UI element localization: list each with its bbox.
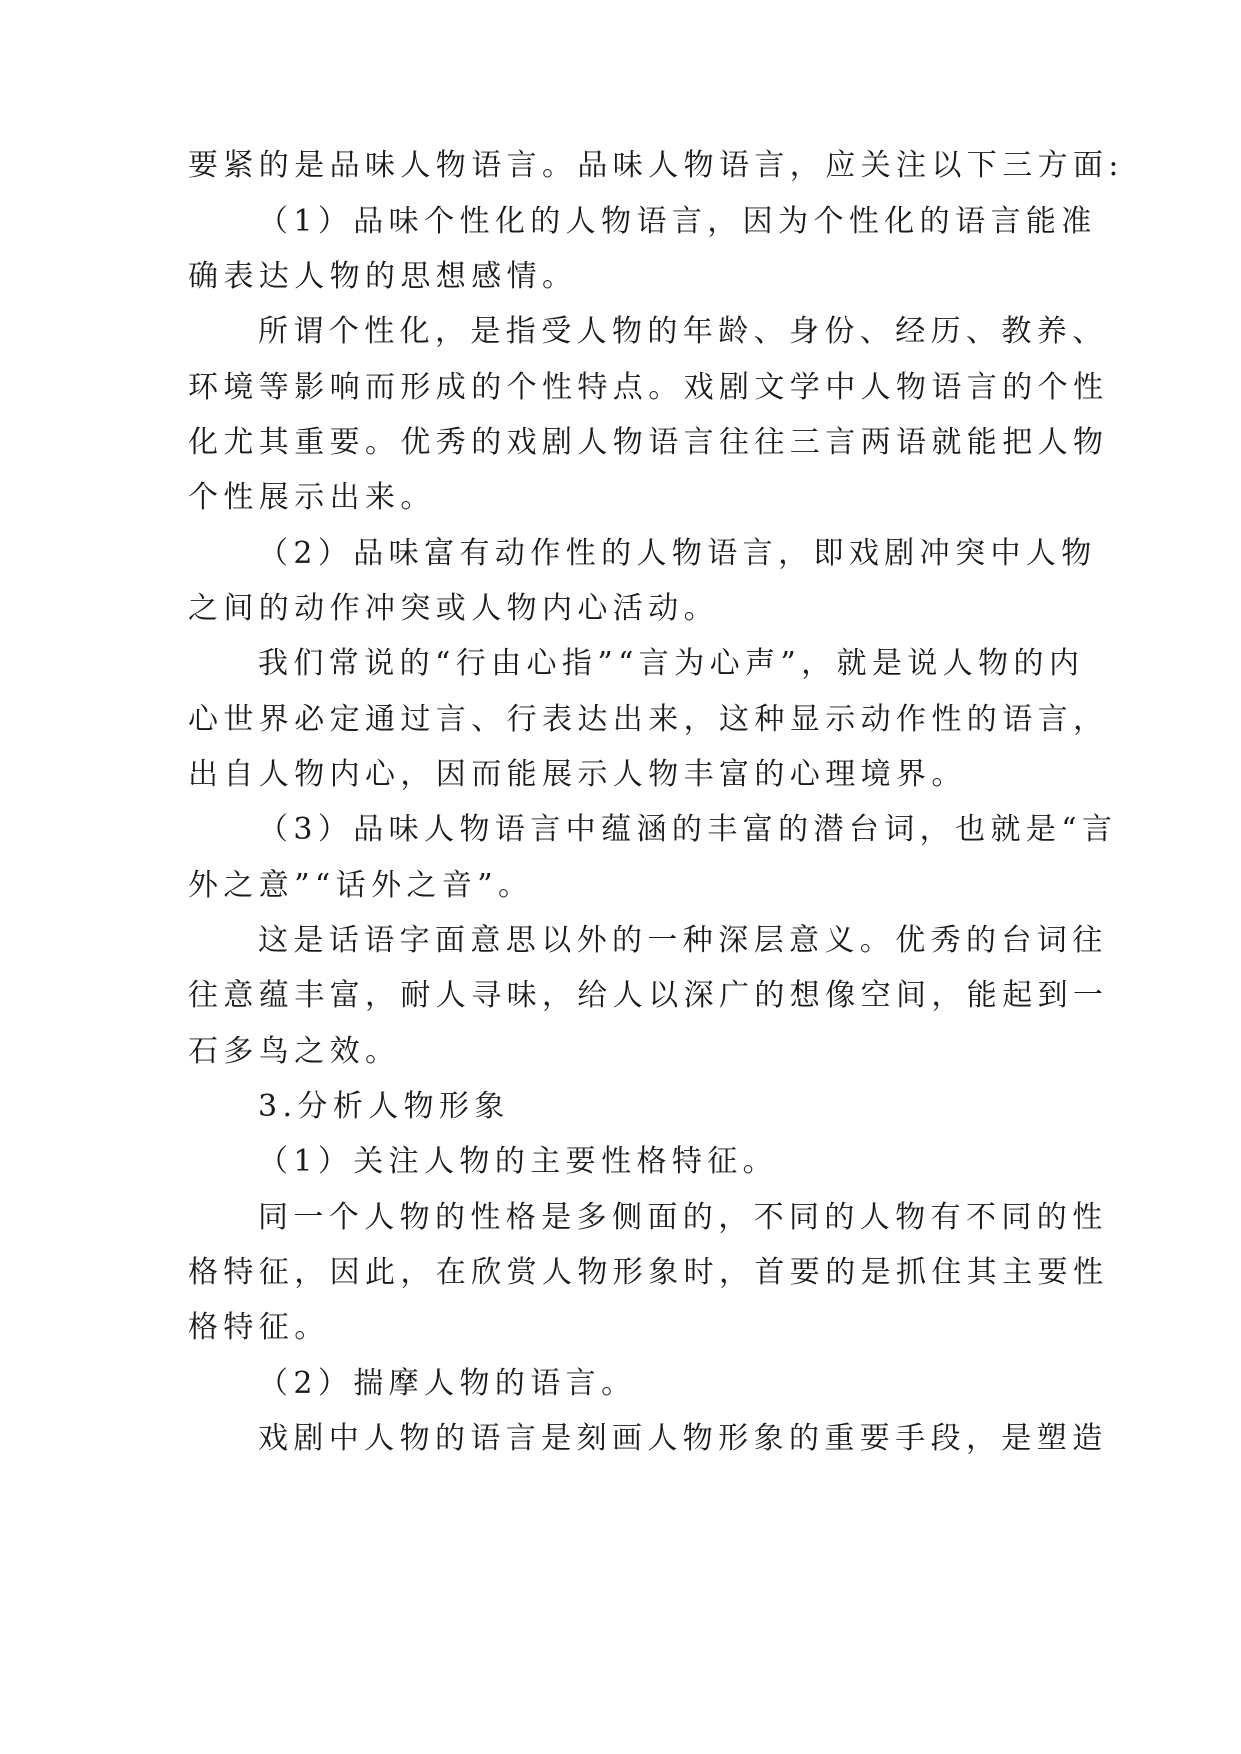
text-line: 之间的动作冲突或人物内心活动。	[188, 591, 719, 626]
text-line: 格特征，因此，在欣赏人物形象时，首要的是抓住其主要性	[188, 1255, 1109, 1290]
text-line: 个性展示出来。	[188, 480, 436, 515]
text-line: 所谓个性化，是指受人物的年龄、身份、经历、教养、	[258, 314, 1108, 349]
text-line: （2）揣摩人物的语言。	[258, 1366, 637, 1401]
text-line: 同一个人物的性格是多侧面的，不同的人物有不同的性	[258, 1200, 1108, 1235]
text-line: 石多鸟之效。	[188, 1034, 401, 1069]
text-line: 往意蕴丰富，耐人寻味，给人以深广的想像空间，能起到一	[188, 978, 1109, 1013]
text-line: （2）品味富有动作性的人物语言，即戏剧冲突中人物	[258, 536, 1097, 571]
text-line: 我们常说的“行由心指”“言为心声”，就是说人物的内	[258, 646, 1085, 681]
text-line: （3）品味人物语言中蕴涵的丰富的潜台词，也就是“言	[258, 812, 1118, 847]
text-line: 环境等影响而形成的个性特点。戏剧文学中人物语言的个性	[188, 370, 1109, 405]
text-line: 心世界必定通过言、行表达出来，这种显示动作性的语言，	[188, 702, 1109, 737]
text-line: 这是话语字面意思以外的一种深层意义。优秀的台词往	[258, 923, 1108, 958]
text-line: 戏剧中人物的语言是刻画人物形象的重要手段，是塑造	[258, 1421, 1108, 1456]
text-line: 要紧的是品味人物语言。品味人物语言，应关注以下三方面:	[188, 148, 1124, 183]
text-line: 出自人物内心，因而能展示人物丰富的心理境界。	[188, 757, 967, 792]
text-line: 格特征。	[188, 1310, 330, 1345]
section-heading: 3.分析人物形象	[258, 1089, 510, 1124]
text-line: 确表达人物的思想感情。	[188, 259, 578, 294]
text-line: 化尤其重要。优秀的戏剧人物语言往往三言两语就能把人物	[188, 425, 1109, 460]
text-line: （1）品味个性化的人物语言，因为个性化的语言能准	[258, 204, 1097, 239]
text-line: （1）关注人物的主要性格特征。	[258, 1144, 779, 1179]
text-line: 外之意”“话外之音”。	[188, 868, 534, 903]
